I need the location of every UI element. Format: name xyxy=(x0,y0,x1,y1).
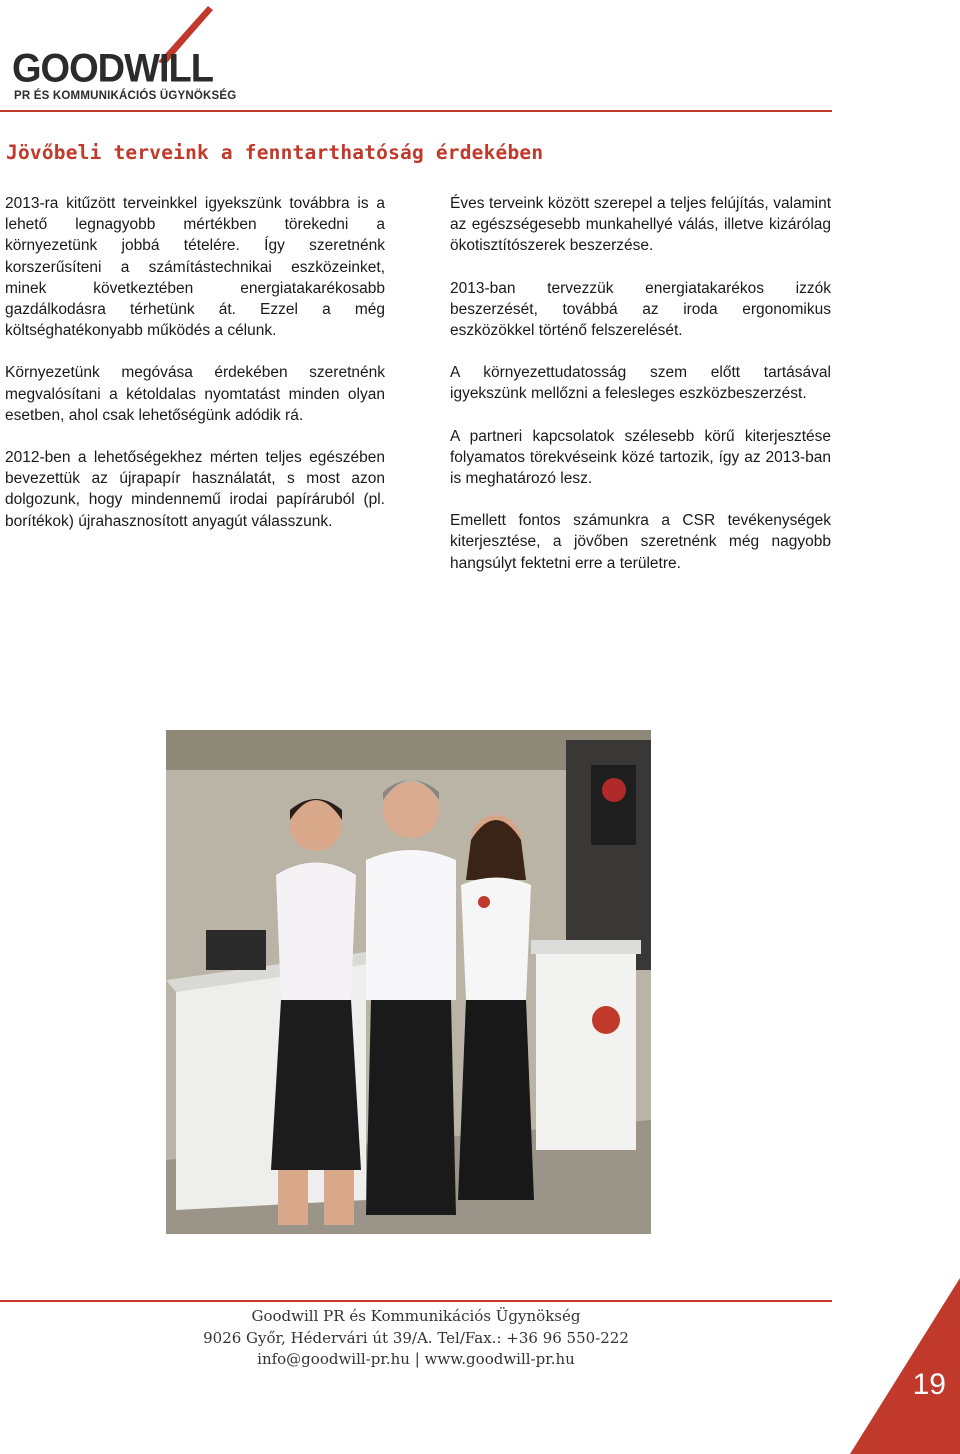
page-corner-triangle xyxy=(850,1278,960,1454)
footer-divider xyxy=(0,1300,832,1302)
footer-contact: info@goodwill-pr.hu | www.goodwill-pr.hu xyxy=(257,1350,575,1368)
right-column xyxy=(450,193,831,595)
page-title: Jövőbeli terveink a fenntarthatóság érdekében xyxy=(6,141,544,164)
footer-company: Goodwill PR és Kommunikációs Ügynökség xyxy=(251,1307,581,1325)
right-paragraph-1: Éves terveink között szerepel a teljes felújítás, valamint az egészségesebb munkahellyé válás, illetve kizárólag ökotisztítószerek beszerzése. xyxy=(450,195,831,255)
header-divider xyxy=(0,110,832,112)
team-photo xyxy=(166,730,651,1234)
left-paragraph-3: 2012-ben a lehetőségekhez mérten teljes egészében bevezettük az újrapapír használatát, s most azon dolgozunk, hogy mindennemű irodai papíráruból (pl. borítékok) újrahasznosított anyagút válasszunk. xyxy=(5,449,385,530)
right-paragraph-3: A környezettudatosság szem előtt tartásával igyekszünk mellőzni a felesleges eszközbeszerzést. xyxy=(450,364,831,403)
logo-wordmark: GOODWILL xyxy=(12,46,213,92)
left-paragraph-2: Környezetünk megóvása érdekében szeretnénk megvalósítani a kétoldalas nyomtatást minden olyan esetben, ahol csak lehetőségünk adódik rá. xyxy=(5,364,385,424)
company-logo xyxy=(8,4,248,108)
left-column xyxy=(5,193,385,553)
left-paragraph-1: 2013-ra kitűzött terveinkkel igyekszünk továbbra is a lehető legnagyobb mértékben törekedni a környezetünk jobbá tételére. Így szeretnénk korszerűsíteni a számítástechnikai eszközeinket, minek következtében energiatakarékosabb gazdálkodásra térhetünk át. Ezzel a még költséghatékonyabb működés a célunk. xyxy=(5,195,385,340)
right-paragraph-4: A partneri kapcsolatok szélesebb körű kiterjesztése folyamatos törekvéseink közé tartozik, így az 2013-ban is meghatározó lesz. xyxy=(450,427,831,488)
footer xyxy=(0,1306,832,1371)
right-paragraph-2: 2013-ban tervezzük energiatakarékos izzók beszerzését, továbbá az iroda ergonomikus eszközökkel történő felszerelését. xyxy=(450,279,831,340)
logo-subtitle: PR ÉS KOMMUNIKÁCIÓS ÜGYNÖKSÉG xyxy=(14,90,237,102)
page-number: 19 xyxy=(912,1368,946,1401)
right-paragraph-5: Emellett fontos számunkra a CSR tevékenységek kiterjesztése, a jövőben szeretnénk még nagyobb hangsúlyt fektetni erre a területre. xyxy=(450,512,831,572)
footer-address: 9026 Győr, Hédervári út 39/A. Tel/Fax.: +36 96 550-222 xyxy=(203,1328,629,1347)
